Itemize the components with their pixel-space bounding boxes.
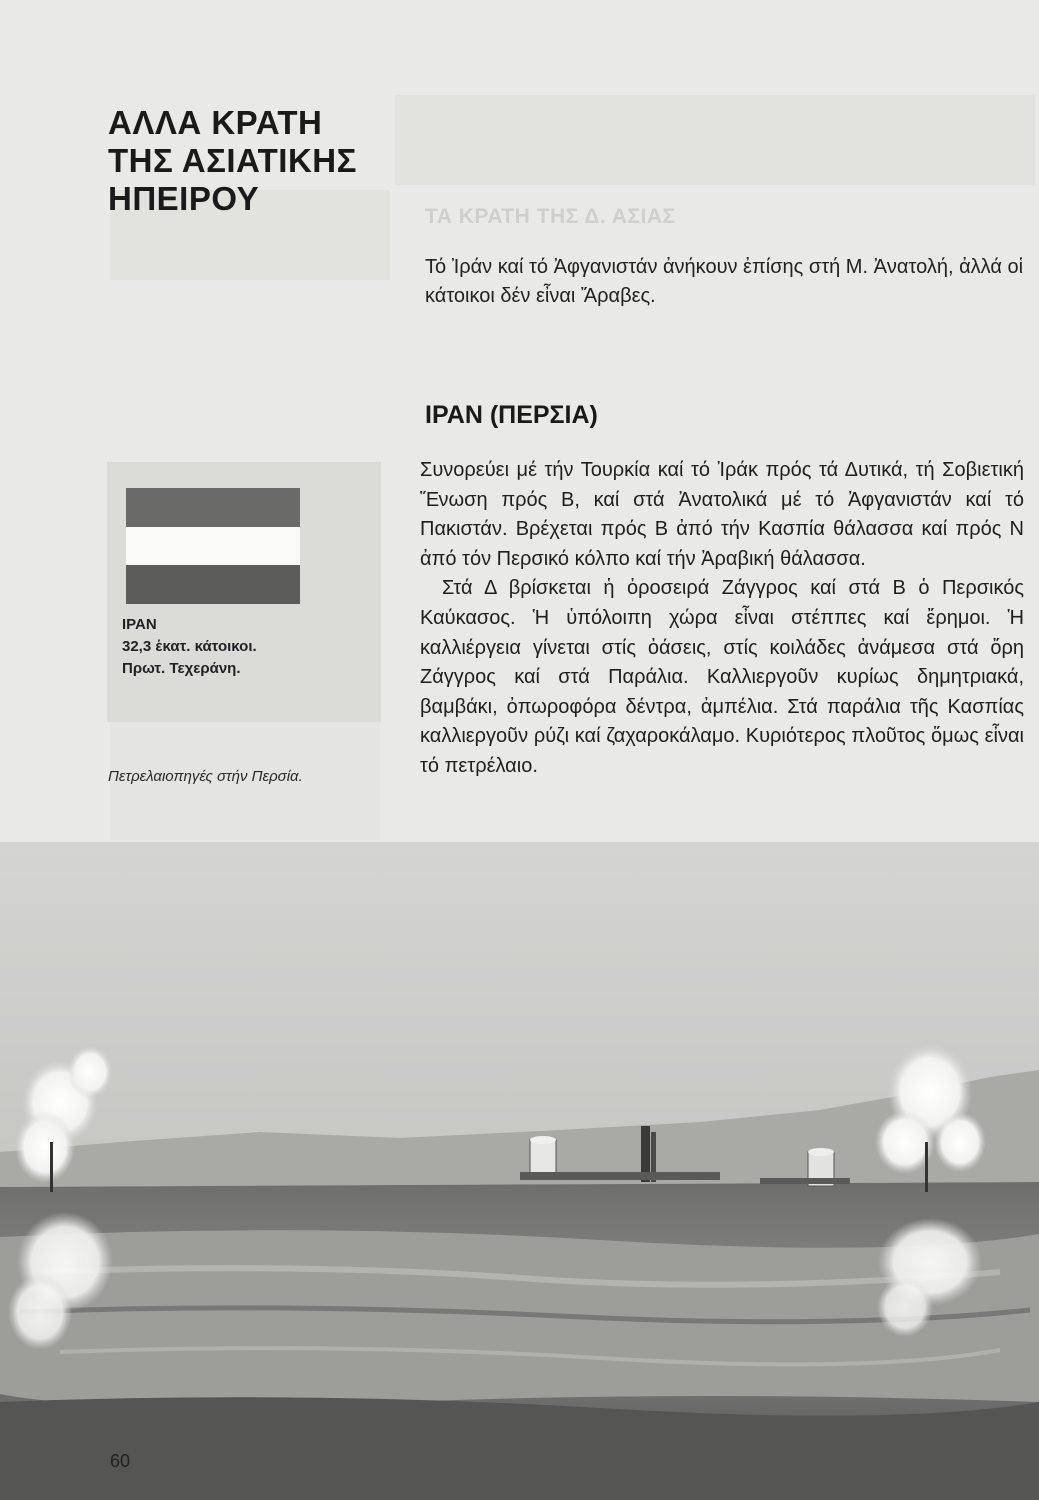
fact-country-name: ΙΡΑΝ xyxy=(122,616,157,633)
photo-caption: Πετρελαιοπηγές στήν Περσία. xyxy=(108,768,303,785)
chapter-title xyxy=(108,104,408,218)
bleed-through-area xyxy=(395,95,1035,185)
body-text xyxy=(420,456,1024,782)
flag-stripe-top xyxy=(126,488,300,527)
country-heading: ΙΡΑΝ (ΠΕΡΣΙΑ) xyxy=(425,401,598,429)
fact-capital: Πρωτ. Τεχεράνη. xyxy=(122,660,241,677)
chapter-title-line: ΑΛΛΑ ΚΡΑΤΗ xyxy=(108,104,323,141)
oil-field-photo xyxy=(0,842,1039,1500)
body-paragraph: Συνορεύει μέ τήν Τουρκία καί τό Ἰράκ πρός τά Δυτικά, τή Σοβιετική Ἕνωση πρός Β, καί στά Ἀνατολικά μέ τό Ἀφγανιστάν καί τό Πακιστάν. Βρέχεται πρός Β ἀπό τήν Κασπία θάλασσα καί πρός Ν ἀπό τόν Περσικό κόλπο καί τήν Ἀραβική θάλασσα. xyxy=(420,459,1024,570)
flag-stripe-bottom xyxy=(126,565,300,604)
flag-stripe-middle xyxy=(126,527,300,566)
chapter-title-line: ΗΠΕΙΡΟΥ xyxy=(108,180,260,217)
fact-population: 32,3 ἑκατ. κάτοικοι. xyxy=(122,638,257,655)
oil-field-illustration xyxy=(0,842,1039,1500)
chapter-title-line: ΤΗΣ ΑΣΙΑΤΙΚΗΣ xyxy=(108,142,357,179)
intro-paragraph: Τό Ἰράν καί τό Ἀφγανιστάν ἀνήκουν ἐπίσης στή Μ. Ἀνατολή, ἀλλά οἱ κάτοικοι δέν εἶναι Ἄραβες. xyxy=(425,256,1024,307)
body-paragraph: Στά Δ βρίσκεται ἡ ὀροσειρά Ζάγγρος καί στά Β ὁ Περσικός Καύκασος. Ἡ ὑπόλοιπη χώρα εἶναι στέππες καί ἔρημοι. Ἡ καλλιέργεια γίνεται στίς ὀάσεις, στίς κοιλάδες ἀνάμεσα στά ὄρη Ζάγγρος καί στά Παράλια. Καλλιεργοῦν κυρίως δημητριακά, βαμβάκι, ὀπωροφόρα δέντρα, ἀμπέλια. Στά παράλια τῆς Κασπίας καλλιεργοῦν ρύζι καί ζαχαροκάλαμο. Κυριότερος πλοῦτος ὅμως εἶναι τό πετρέλαιο. xyxy=(420,577,1024,777)
iran-flag xyxy=(126,488,300,604)
section-title: ΤΑ ΚΡΑΤΗ ΤΗΣ Δ. ΑΣΙΑΣ xyxy=(425,205,676,228)
page-number: 60 xyxy=(110,1451,131,1471)
